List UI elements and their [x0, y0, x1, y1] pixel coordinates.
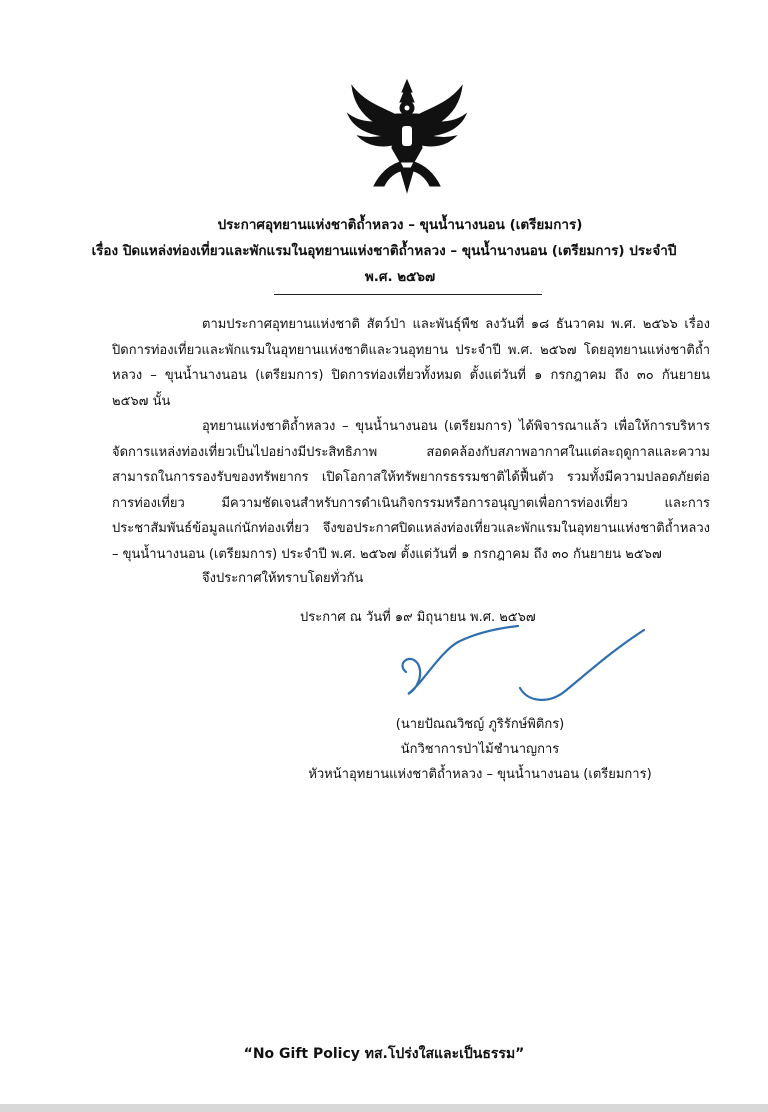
body-paragraph-2: อุทยานแห่งชาติถ้ำหลวง – ขุนน้ำนางนอน (เตรียมการ) ได้พิจารณาแล้ว เพื่อให้การบริหารจัดการแหล่งท่องเที่ยวเป็นไปอย่างมีประสิทธิภาพ สอดคล้องกับสภาพอากาศในแต่ละฤดูกาลและความสามารถในการรองรับของทรัพยากร เปิดโอกาสให้ทรัพยากรธรรมชาติได้ฟื้นตัว รวมทั้งมีความปลอดภัยต่อการท่องเที่ยว มีความชัดเจนสำหรับการดำเนินกิจกรรมหรือการอนุญาตเพื่อการท่องเที่ยว และการประชาสัมพันธ์ข้อมูลแก่นักท่องเที่ยว จึงขอประกาศปิดแหล่งท่องเที่ยวและพักแรมในอุทยานแห่งชาติถ้ำหลวง – ขุนน้ำนางนอน (เตรียมการ) ประจำปี พ.ศ. ๒๕๖๗ ตั้งแต่วันที่ ๑ กรกฎาคม ถึง ๓๐ กันยายน ๒๕๖๗ — [112, 419, 710, 562]
signer-position: นักวิชาการป่าไม้ชำนาญการ — [400, 742, 560, 757]
handwritten-signature — [388, 624, 652, 706]
title-divider — [274, 294, 542, 295]
signer-name: (นายปัณณวิชญ์ ภูริรักษ์พิติกร) — [395, 717, 565, 732]
signer-role: หัวหน้าอุทยานแห่งชาติถ้ำหลวง – ขุนน้ำนางนอน (เตรียมการ) — [308, 767, 652, 782]
footer-slogan: “No Gift Policy ทส.โปร่งใสและเป็นธรรม” — [243, 1046, 525, 1062]
announcement-subject: เรื่อง ปิดแหล่งท่องเที่ยวและพักแรมในอุทยานแห่งชาติถ้ำหลวง – ขุนน้ำนางนอน (เตรียมการ) ประจำปี — [91, 243, 677, 259]
announcement-title: ประกาศอุทยานแห่งชาติถ้ำหลวง – ขุนน้ำนางนอน (เตรียมการ) — [217, 217, 583, 233]
body-paragraph-1: ตามประกาศอุทยานแห่งชาติ สัตว์ป่า และพันธุ์พืช ลงวันที่ ๑๘ ธันวาคม พ.ศ. ๒๕๖๖ เรื่อง ปิดการท่องเที่ยวและพักแรมในอุทยานแห่งชาติและวนอุทยาน ประจำปี พ.ศ. ๒๕๖๗ โดยอุทยานแห่งชาติถ้ำหลวง – ขุนน้ำนางนอน (เตรียมการ) ปิดการท่องเที่ยวทั้งหมด ตั้งแต่วันที่ ๑ กรกฎาคม ถึง ๓๐ กันยายน ๒๕๖๗ นั้น — [112, 317, 710, 409]
page-bottom-edge — [0, 1104, 768, 1112]
announcement-date: ประกาศ ณ วันที่ ๑๙ มิถุนายน พ.ศ. ๒๕๖๗ — [300, 610, 536, 625]
body-paragraph-3: จึงประกาศให้ทราบโดยทั่วกัน — [202, 571, 364, 586]
garuda-emblem-icon — [344, 78, 470, 194]
announcement-year: พ.ศ. ๒๕๖๗ — [364, 269, 436, 285]
